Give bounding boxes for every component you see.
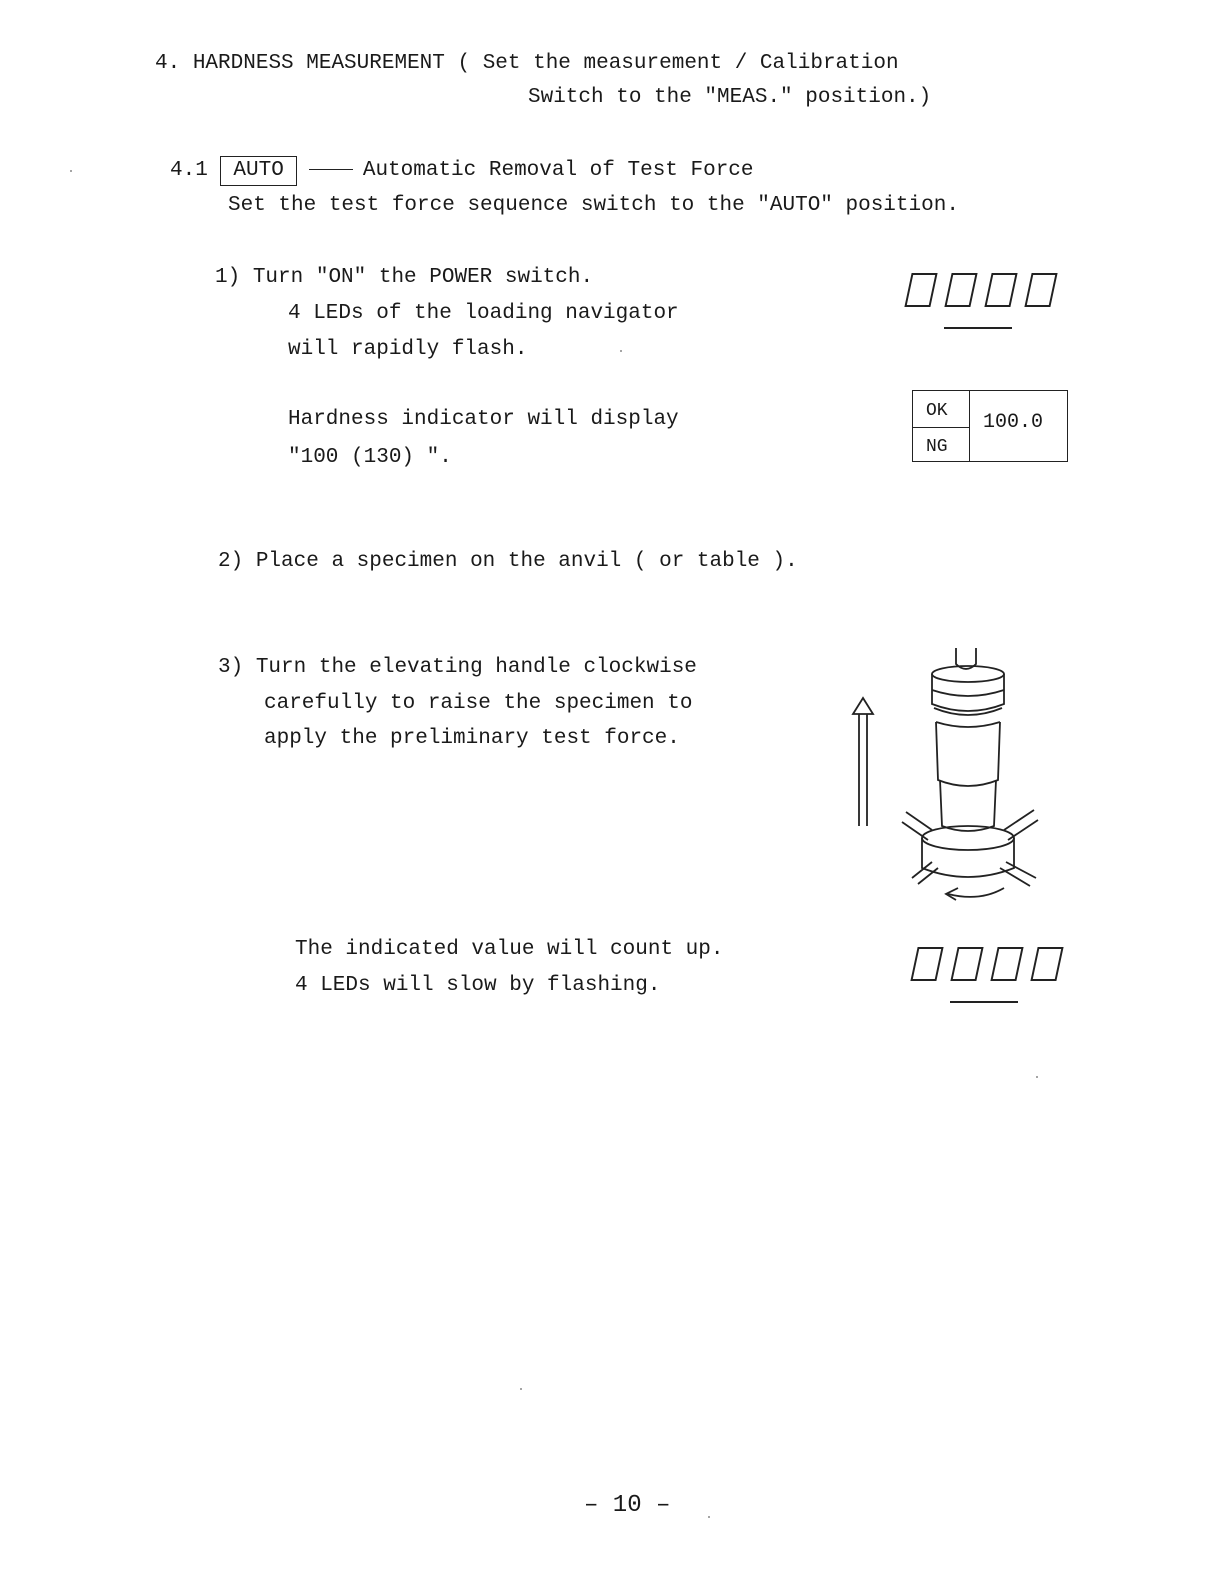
- subsection-instruction: Set the test force sequence switch to the "AUTO" position.: [228, 194, 959, 217]
- section-note-line2: Switch to the "MEAS." position.): [528, 86, 932, 109]
- led-segment: [950, 947, 983, 981]
- hardness-indicator: [912, 390, 1068, 462]
- indicator-value: 100.0: [983, 411, 1044, 434]
- dash-divider: [309, 169, 353, 170]
- ok-label: OK: [926, 401, 948, 421]
- step-3: [218, 656, 697, 680]
- step-number: 1): [215, 266, 241, 289]
- section-title: HARDNESS MEASUREMENT: [192, 52, 445, 75]
- scan-speck: [520, 1388, 522, 1390]
- led-segment: [1030, 947, 1063, 981]
- auto-mode-badge: AUTO: [220, 156, 296, 186]
- indicator-divider: [969, 391, 970, 461]
- led-segment: [1024, 273, 1057, 307]
- elevating-handle-illustration: [840, 640, 1060, 910]
- step-3-detail-line: 4 LEDs will slow by flashing.: [295, 974, 661, 997]
- step-text: Turn "ON" the POWER switch.: [252, 266, 594, 289]
- step-1-detail-line: will rapidly flash.: [288, 338, 528, 361]
- led-segment: [904, 273, 937, 307]
- led-segment: [944, 273, 977, 307]
- step-2: [218, 550, 798, 574]
- led-underline: [944, 327, 1012, 329]
- section-number: 4.: [155, 52, 181, 75]
- scan-speck: [1036, 1076, 1038, 1078]
- step-3-line: apply the preliminary test force.: [264, 727, 680, 750]
- section-heading: [155, 52, 899, 76]
- step-number: 2): [218, 550, 244, 573]
- led-segment: [990, 947, 1023, 981]
- step-3-detail-line: The indicated value will count up.: [295, 938, 724, 961]
- up-arrow-icon: [853, 698, 873, 826]
- step-1-detail-line: 4 LEDs of the loading navigator: [288, 302, 679, 325]
- step-number: 3): [218, 656, 244, 679]
- led-navigator-icon: [910, 947, 1080, 1007]
- step-1: [215, 266, 593, 290]
- led-underline: [950, 1001, 1018, 1003]
- step-3-line: carefully to raise the specimen to: [264, 692, 693, 715]
- led-navigator-icon: [904, 273, 1074, 333]
- scan-speck: [70, 170, 72, 172]
- scan-speck: [708, 1516, 710, 1518]
- indicator-divider: [913, 427, 969, 428]
- section-note-line1: ( Set the measurement / Calibration: [457, 52, 899, 75]
- subsection-title: Automatic Removal of Test Force: [362, 159, 754, 182]
- step-text: Place a specimen on the anvil ( or table ).: [255, 550, 798, 573]
- ng-label: NG: [926, 437, 948, 457]
- subsection-number: 4.1: [170, 159, 208, 182]
- step-1-detail-line: Hardness indicator will display: [288, 408, 679, 431]
- subsection-heading: [170, 156, 754, 186]
- step-text: Turn the elevating handle clockwise: [255, 656, 697, 679]
- page-number: – 10 –: [584, 1492, 671, 1519]
- step-1-detail-line: "100 (130) ".: [288, 446, 452, 469]
- led-segment: [984, 273, 1017, 307]
- led-segment: [910, 947, 943, 981]
- scan-speck: [620, 350, 622, 352]
